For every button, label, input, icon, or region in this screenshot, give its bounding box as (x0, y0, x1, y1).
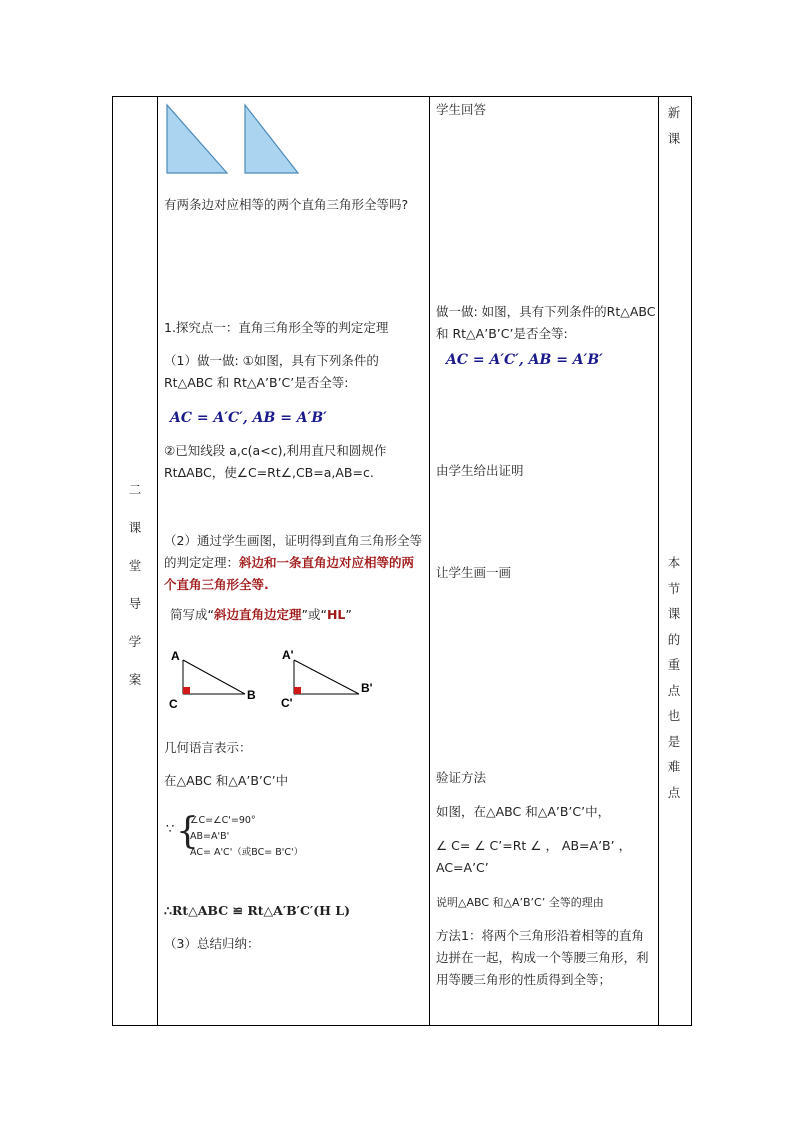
vertical-char: 难 (667, 759, 681, 774)
proof-line-2: AB=A'B' (190, 831, 230, 842)
vertex-c-prime: C' (281, 696, 293, 710)
vertical-char: 导 (128, 596, 142, 611)
brace-symbol: { (176, 811, 199, 852)
summary-step: （3）总结归纳： (164, 936, 260, 951)
column-divider (429, 96, 430, 1026)
theorem-name: 斜边直角边定理 (213, 607, 302, 622)
vertical-char: 课 (128, 520, 142, 535)
triangle-context: 在△ABC 和△A’B’C’中 (164, 773, 289, 788)
vertex-b: B (247, 688, 256, 702)
vertical-char: 学 (128, 634, 142, 649)
triangles-illustration (165, 103, 305, 175)
vertical-char: 本 (667, 555, 681, 570)
try-text: 做一做: 如图，具有下列条件的Rt△ABC 和 Rt△A’B’C’是否全等: (436, 304, 656, 341)
conditions-text: ∠ C= ∠ C’=Rt ∠ ， AB=A’B’ ， AC=A’C’ (436, 838, 632, 875)
column-divider (658, 96, 659, 1026)
new-lesson-label (664, 100, 684, 152)
question-text: 有两条边对应相等的两个直角三角形全等吗? (164, 197, 409, 212)
vertical-char: 是 (667, 733, 681, 749)
point1-heading: 1.探究点一：直角三角形全等的判定定理 (164, 320, 389, 335)
theorem-text: 斜边和一条直角边对应相等的两个直角三角形全等. (164, 555, 415, 592)
key-point-label (664, 550, 684, 805)
quote-text: ” (345, 607, 352, 622)
step2-text (164, 530, 426, 596)
proof-hint: 由学生给出证明 (436, 463, 524, 478)
vertical-char: 案 (128, 672, 142, 687)
hl-abbrev: HL (326, 607, 346, 622)
vertical-char: 二 (128, 482, 142, 497)
vertical-char: 课 (667, 606, 681, 621)
vertex-a: A (171, 649, 180, 663)
vertical-char: 点 (667, 682, 681, 698)
step2-prefix: （2）通过学生画图，证明得到直角三角形全等的判定定理： (164, 533, 422, 570)
geometry-language: 几何语言表示： (164, 740, 252, 755)
vertex-a-prime: A' (282, 648, 294, 662)
triangle-right (245, 105, 298, 173)
draw-hint: 让学生画一画 (436, 565, 512, 580)
vertex-b-prime: B' (361, 681, 373, 695)
right-angle-marker (183, 687, 190, 694)
explain-text: 说明△ABC 和△A’B’C’ 全等的理由 (436, 896, 604, 909)
because-symbol: ∵ (166, 822, 175, 837)
step1b-text: ②已知线段 a,c(a<c),利用直尺和圆规作 RtΔABC，使∠C=Rt∠,CB=a,AB=c. (164, 443, 387, 480)
vertical-char: 新 (667, 105, 681, 120)
quote-text: 简写成“ (170, 607, 214, 622)
triangle-left (167, 105, 227, 173)
vertical-char: 课 (667, 131, 681, 146)
abbreviation-line (170, 604, 430, 626)
verify-heading: 验证方法 (436, 770, 487, 785)
student-answer: 学生回答 (436, 102, 487, 117)
vertical-char: 堂 (128, 558, 142, 573)
quote-text: ”或“ (301, 607, 327, 622)
conclusion: ∴Rt△ABC ≌ Rt△A′B′C′(H L) (164, 903, 351, 918)
formula-main: AC = A′C′, AB = A′B′ (170, 410, 327, 426)
vertical-char: 的 (667, 631, 681, 647)
column-divider (157, 96, 158, 1026)
step1-text: （1）做一做: ①如图，具有下列条件的Rt△ABC 和 Rt△A’B’C’是否全等: (164, 353, 379, 390)
formula-side: AC = A′C′, AB = A′B′ (446, 352, 603, 368)
right-triangle-diagrams (165, 645, 415, 713)
verify-text: 如图，在△ABC 和△A’B’C’中， (436, 804, 611, 819)
vertex-c: C (169, 697, 178, 711)
vertical-char: 节 (667, 580, 681, 596)
proof-line-1: ∠C=∠C'=90° (190, 815, 256, 826)
vertical-char: 点 (667, 784, 681, 800)
right-angle-marker (294, 687, 301, 694)
vertical-char: 也 (667, 708, 681, 723)
method1-text: 方法1：将两个三角形沿着相等的直角边拼在一起，构成一个等腰三角形，利用等腰三角形的性质得到全等； (436, 928, 649, 987)
proof-line-3: AC= A'C'（或BC= B'C'） (190, 847, 304, 858)
section-label (125, 475, 145, 703)
vertical-char: 重 (667, 657, 681, 672)
